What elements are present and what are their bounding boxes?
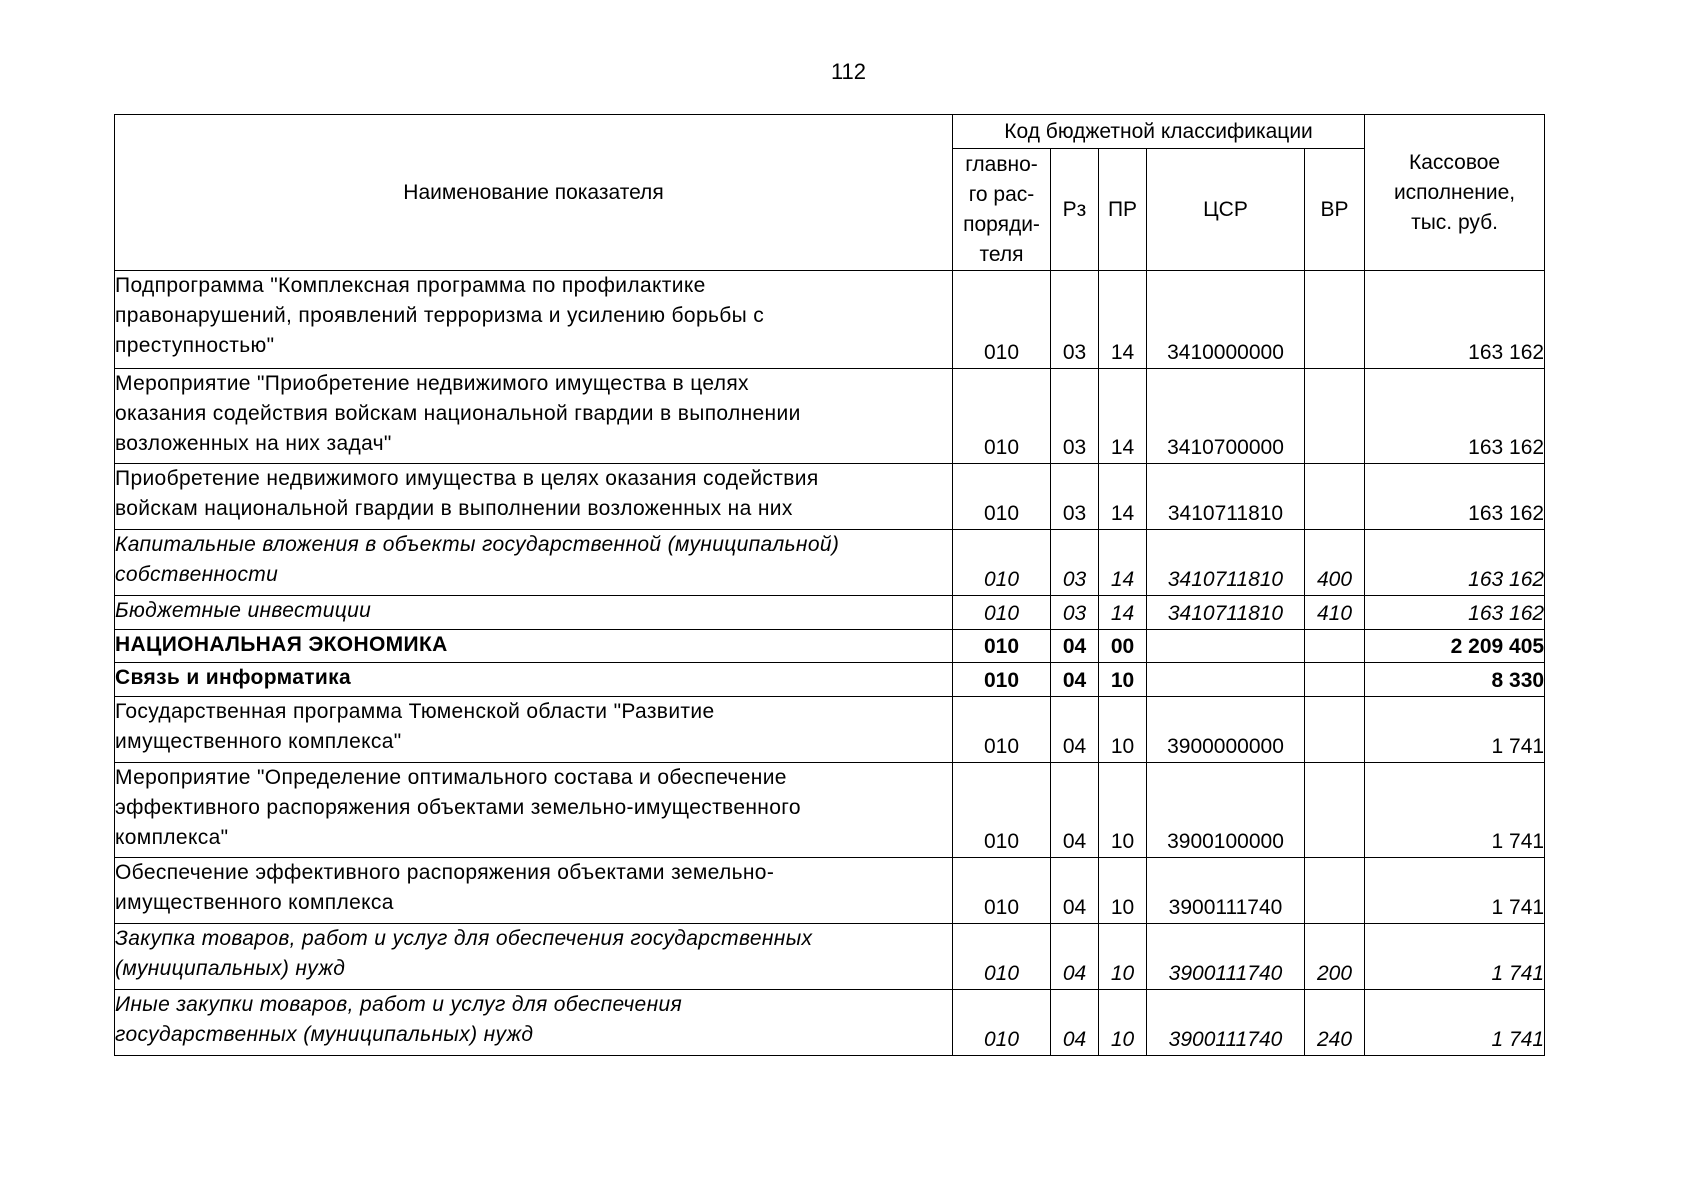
cell-name-line: НАЦИОНАЛЬНАЯ ЭКОНОМИКА bbox=[115, 633, 448, 656]
cell-glavn: 010 bbox=[953, 990, 1051, 1056]
cell-amount: 163 162 bbox=[1365, 530, 1545, 596]
cell-amount: 1 741 bbox=[1365, 697, 1545, 763]
header-rz: Рз bbox=[1051, 149, 1099, 271]
cell-vr: 400 bbox=[1305, 530, 1365, 596]
cell-pr: 10 bbox=[1099, 990, 1147, 1056]
cell-name bbox=[115, 369, 953, 464]
cell-pr: 10 bbox=[1099, 763, 1147, 858]
cell-rz: 03 bbox=[1051, 271, 1099, 369]
cell-name-line: преступностью" bbox=[115, 334, 275, 357]
cell-name-line: комплекса" bbox=[115, 826, 229, 849]
cell-name bbox=[115, 464, 953, 530]
cell-vr bbox=[1305, 858, 1365, 924]
cell-rz: 04 bbox=[1051, 630, 1099, 663]
cell-name-line: Мероприятие "Определение оптимального состава и обеспечение bbox=[115, 766, 787, 789]
table-row bbox=[115, 464, 1545, 530]
cell-vr: 410 bbox=[1305, 596, 1365, 630]
cell-name-line: Приобретение недвижимого имущества в целях оказания содействия bbox=[115, 467, 819, 490]
cell-glavn: 010 bbox=[953, 271, 1051, 369]
cell-rz: 04 bbox=[1051, 663, 1099, 697]
cell-name-line: Связь и информатика bbox=[115, 666, 352, 689]
cell-vr bbox=[1305, 271, 1365, 369]
cell-name-line: Капитальные вложения в объекты государственной (муниципальной) bbox=[115, 533, 840, 556]
cell-name bbox=[115, 697, 953, 763]
cell-csr bbox=[1147, 630, 1305, 663]
cell-glavn: 010 bbox=[953, 763, 1051, 858]
header-amount bbox=[1365, 115, 1545, 271]
table-row bbox=[115, 596, 1545, 630]
header-name: Наименование показателя bbox=[115, 115, 953, 271]
cell-name bbox=[115, 924, 953, 990]
cell-glavn: 010 bbox=[953, 663, 1051, 697]
cell-pr: 14 bbox=[1099, 464, 1147, 530]
header-amount-line: Кассовое bbox=[1409, 150, 1501, 174]
cell-pr: 14 bbox=[1099, 369, 1147, 464]
cell-glavn: 010 bbox=[953, 924, 1051, 990]
table-header bbox=[115, 115, 1545, 271]
table-body bbox=[115, 271, 1545, 1056]
table-row bbox=[115, 369, 1545, 464]
cell-vr bbox=[1305, 464, 1365, 530]
table-row bbox=[115, 858, 1545, 924]
header-glavn-line: го рас- bbox=[968, 182, 1035, 206]
cell-name-line: государственных (муниципальных) нужд bbox=[115, 1023, 534, 1046]
cell-rz: 04 bbox=[1051, 990, 1099, 1056]
cell-name bbox=[115, 763, 953, 858]
cell-csr: 3410000000 bbox=[1147, 271, 1305, 369]
cell-csr: 3410711810 bbox=[1147, 464, 1305, 530]
cell-vr bbox=[1305, 369, 1365, 464]
cell-name-line: Подпрограмма "Комплексная программа по профилактике bbox=[115, 274, 706, 297]
cell-amount: 163 162 bbox=[1365, 271, 1545, 369]
table-row bbox=[115, 763, 1545, 858]
cell-pr: 10 bbox=[1099, 924, 1147, 990]
cell-name-line: оказания содействия войскам национальной гвардии в выполнении bbox=[115, 402, 801, 425]
cell-name-line: Мероприятие "Приобретение недвижимого имущества в целях bbox=[115, 372, 749, 395]
cell-amount: 163 162 bbox=[1365, 369, 1545, 464]
cell-vr: 200 bbox=[1305, 924, 1365, 990]
cell-name bbox=[115, 530, 953, 596]
cell-pr: 00 bbox=[1099, 630, 1147, 663]
cell-glavn: 010 bbox=[953, 630, 1051, 663]
cell-rz: 03 bbox=[1051, 464, 1099, 530]
header-amount-line: исполнение, bbox=[1393, 180, 1516, 204]
cell-amount: 1 741 bbox=[1365, 763, 1545, 858]
budget-table bbox=[114, 114, 1545, 1056]
header-vr: ВР bbox=[1305, 149, 1365, 271]
table-row bbox=[115, 663, 1545, 697]
cell-vr bbox=[1305, 697, 1365, 763]
page-number: 112 bbox=[830, 59, 867, 84]
cell-name-line: эффективного распоряжения объектами земельно-имущественного bbox=[115, 796, 801, 819]
cell-rz: 04 bbox=[1051, 697, 1099, 763]
cell-csr: 3410700000 bbox=[1147, 369, 1305, 464]
cell-name-line: Обеспечение эффективного распоряжения объектами земельно- bbox=[115, 861, 775, 884]
cell-name-line: Государственная программа Тюменской области "Развитие bbox=[115, 700, 715, 723]
cell-pr: 10 bbox=[1099, 697, 1147, 763]
header-pr: ПР bbox=[1099, 149, 1147, 271]
cell-name-line: имущественного комплекса bbox=[115, 891, 394, 914]
cell-rz: 03 bbox=[1051, 369, 1099, 464]
cell-pr: 14 bbox=[1099, 530, 1147, 596]
cell-name-line: (муниципальных) нужд bbox=[115, 957, 346, 980]
cell-vr bbox=[1305, 763, 1365, 858]
cell-glavn: 010 bbox=[953, 596, 1051, 630]
cell-rz: 04 bbox=[1051, 763, 1099, 858]
cell-amount: 163 162 bbox=[1365, 464, 1545, 530]
cell-vr bbox=[1305, 663, 1365, 697]
cell-name-line: возложенных на них задач" bbox=[115, 432, 392, 455]
cell-amount: 8 330 bbox=[1365, 663, 1545, 697]
cell-csr: 3900100000 bbox=[1147, 763, 1305, 858]
cell-rz: 04 bbox=[1051, 858, 1099, 924]
cell-rz: 03 bbox=[1051, 596, 1099, 630]
cell-name-line: правонарушений, проявлений терроризма и усилению борьбы с bbox=[115, 304, 765, 327]
cell-name bbox=[115, 663, 953, 697]
cell-name-line: Закупка товаров, работ и услуг для обеспечения государственных bbox=[115, 927, 813, 950]
cell-csr: 3900111740 bbox=[1147, 924, 1305, 990]
header-code-group: Код бюджетной классификации bbox=[953, 115, 1365, 149]
table-row bbox=[115, 530, 1545, 596]
cell-rz: 04 bbox=[1051, 924, 1099, 990]
cell-amount: 1 741 bbox=[1365, 924, 1545, 990]
cell-csr bbox=[1147, 663, 1305, 697]
cell-glavn: 010 bbox=[953, 697, 1051, 763]
header-glavn bbox=[953, 149, 1051, 271]
cell-name-line: собственности bbox=[115, 563, 279, 586]
cell-name-line: войскам национальной гвардии в выполнении возложенных на них bbox=[115, 497, 793, 520]
cell-csr: 3900111740 bbox=[1147, 990, 1305, 1056]
table-row bbox=[115, 990, 1545, 1056]
cell-pr: 10 bbox=[1099, 663, 1147, 697]
cell-name bbox=[115, 271, 953, 369]
cell-name bbox=[115, 858, 953, 924]
cell-vr bbox=[1305, 630, 1365, 663]
cell-amount: 163 162 bbox=[1365, 596, 1545, 630]
cell-csr: 3410711810 bbox=[1147, 596, 1305, 630]
cell-pr: 14 bbox=[1099, 271, 1147, 369]
table-row bbox=[115, 697, 1545, 763]
cell-pr: 14 bbox=[1099, 596, 1147, 630]
cell-name bbox=[115, 990, 953, 1056]
cell-amount: 1 741 bbox=[1365, 990, 1545, 1056]
cell-glavn: 010 bbox=[953, 369, 1051, 464]
cell-name-line: имущественного комплекса" bbox=[115, 730, 402, 753]
header-glavn-line: теля bbox=[979, 242, 1024, 266]
cell-name-line: Иные закупки товаров, работ и услуг для обеспечения bbox=[115, 993, 683, 1016]
header-amount-line: тыс. руб. bbox=[1411, 210, 1499, 234]
cell-glavn: 010 bbox=[953, 530, 1051, 596]
cell-amount: 2 209 405 bbox=[1365, 630, 1545, 663]
table-row bbox=[115, 271, 1545, 369]
table-row bbox=[115, 924, 1545, 990]
cell-csr: 3900111740 bbox=[1147, 858, 1305, 924]
header-csr: ЦСР bbox=[1147, 149, 1305, 271]
header-glavn-line: главно- bbox=[965, 152, 1038, 176]
header-glavn-line: поряди- bbox=[963, 212, 1040, 236]
cell-amount: 1 741 bbox=[1365, 858, 1545, 924]
cell-csr: 3410711810 bbox=[1147, 530, 1305, 596]
cell-name bbox=[115, 630, 953, 663]
cell-rz: 03 bbox=[1051, 530, 1099, 596]
cell-glavn: 010 bbox=[953, 464, 1051, 530]
cell-glavn: 010 bbox=[953, 858, 1051, 924]
cell-csr: 3900000000 bbox=[1147, 697, 1305, 763]
cell-name bbox=[115, 596, 953, 630]
cell-name-line: Бюджетные инвестиции bbox=[115, 599, 372, 622]
cell-pr: 10 bbox=[1099, 858, 1147, 924]
table-row bbox=[115, 630, 1545, 663]
cell-vr: 240 bbox=[1305, 990, 1365, 1056]
